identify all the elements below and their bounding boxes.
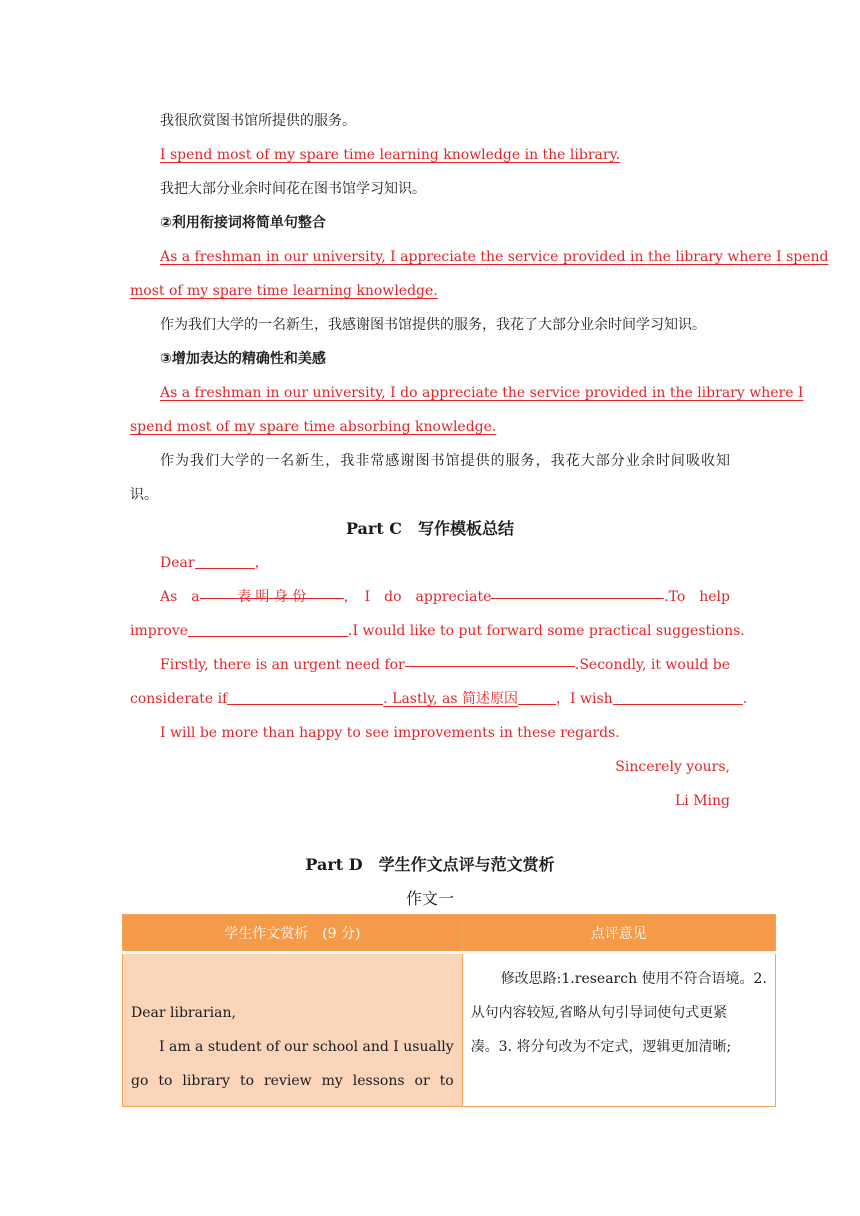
section-heading-2: ②利用衔接词将简单句整合 bbox=[160, 215, 326, 231]
template-improve-line: improve .I would like to put forward some practical suggestions. bbox=[130, 614, 730, 648]
improve-blank bbox=[188, 618, 348, 637]
template-firstly-line: Firstly, there is an urgent need for .Secondly, it would be bbox=[130, 648, 730, 682]
chinese-translation-3: 作为我们大学的一名新生，我感谢图书馆提供的服务，我花了大部分业余时间学习知识。 bbox=[160, 317, 706, 333]
wish-blank bbox=[613, 686, 743, 705]
chinese-translation-1: 我很欣赏图书馆所提供的服务。 bbox=[160, 113, 356, 129]
header-student-essay: 学生作文赏析 (9 分) bbox=[123, 915, 463, 953]
chinese-translation-4-line-2: 识。 bbox=[130, 487, 158, 503]
section-heading-3: ③增加表达的精确性和美感 bbox=[160, 351, 326, 367]
comment-line: 从句内容较短,省略从句引导词使句式更紧 bbox=[470, 1005, 728, 1021]
firstly-blank bbox=[405, 648, 575, 667]
student-essay-cell bbox=[123, 953, 463, 1107]
essay-line: Dear librarian, bbox=[131, 1005, 236, 1021]
chinese-translation-4-line-1: 作为我们大学的一名新生，我非常感谢图书馆提供的服务，我花大部分业余时间吸收知 bbox=[160, 453, 730, 469]
comment-line: 凑。3. 将分句改为不定式，逻辑更加清晰; bbox=[470, 1039, 732, 1055]
essay-one-subtitle: 作文一 bbox=[405, 889, 454, 908]
essay-review-table bbox=[122, 914, 776, 1107]
chinese-translation-2: 我把大部分业余时间花在图书馆学习知识。 bbox=[160, 181, 426, 197]
table-header-row bbox=[123, 915, 776, 953]
table-row bbox=[123, 953, 776, 1107]
refined-sentence-line-2: spend most of my spare time absorbing knowledge. bbox=[130, 419, 497, 435]
comment-cell bbox=[462, 953, 775, 1107]
appreciate-blank bbox=[491, 580, 664, 599]
part-d-title: Part D 学生作文点评与范文赏析 bbox=[305, 855, 555, 874]
essay-line: I am a student of our school and I usually bbox=[159, 1039, 454, 1055]
part-c-title: Part C 写作模板总结 bbox=[345, 519, 515, 538]
template-closing-line: I will be more than happy to see improvements in these regards. bbox=[160, 725, 620, 741]
template-intro-line: As a 表 明 身 份 ， I do appreciate .To help bbox=[130, 580, 730, 614]
recipient-blank bbox=[195, 550, 255, 569]
refined-sentence-line-1: As a freshman in our university, I do appreciate the service provided in the library where I bbox=[160, 385, 804, 401]
template-signature: Li Ming bbox=[674, 793, 730, 809]
example-sentence-2: I spend most of my spare time learning knowledge in the library. bbox=[160, 147, 621, 163]
comment-line: 修改思路:1.research 使用不符合语境。2. bbox=[500, 971, 767, 987]
template-dear-line: Dear ， bbox=[130, 546, 730, 580]
combined-sentence-line-2: most of my spare time learning knowledge. bbox=[130, 283, 438, 299]
essay-line: go to library to review my lessons or to bbox=[131, 1073, 454, 1089]
reason-blank bbox=[518, 686, 556, 705]
template-considerate-line: considerate if . Lastly, as 简述原因 ，I wish . bbox=[130, 682, 730, 716]
combined-sentence-line-1: As a freshman in our university, I appreciate the service provided in the library where I spend bbox=[160, 249, 829, 265]
header-comments: 点评意见 bbox=[462, 915, 775, 953]
identity-blank: 表 明 身 份 bbox=[200, 580, 344, 599]
considerate-blank bbox=[227, 686, 383, 705]
template-sign-off: Sincerely yours, bbox=[615, 759, 730, 775]
